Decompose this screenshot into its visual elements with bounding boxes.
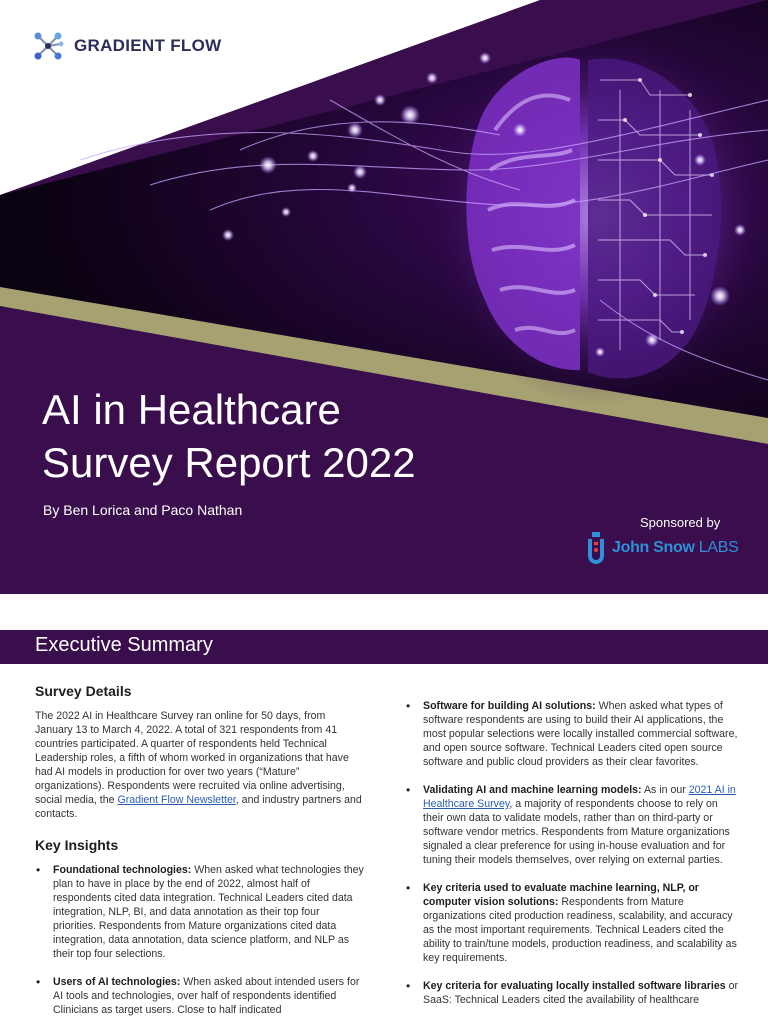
key-insights-list [35, 863, 365, 1017]
executive-summary-heading: Executive Summary [35, 634, 213, 656]
left-column [35, 683, 365, 1024]
right-column [405, 699, 740, 1021]
author-byline: By Ben Lorica and Paco Nathan [43, 502, 243, 518]
sponsor-name-light: LABS [694, 539, 739, 556]
sponsor-name-bold: John Snow [612, 539, 695, 556]
gradient-flow-logo-icon [30, 28, 66, 64]
insight-text: When asked what technologies they plan to have in place by the end of 2022, almost half of respondents cited data integration. Technical Leaders cited data integration, NLP, BI, and data annotation as their top four priorities. Respondents from Mature organizations cited data integration, data annotation, data science platform, and NLP as their top four selections. [53, 864, 364, 960]
sponsored-by-label: Sponsored by [640, 515, 721, 530]
ai-healthcare-survey-2021-link[interactable]: 2021 AI in Healthcare Survey [423, 784, 736, 810]
insight-label: Key criteria for evaluating locally installed software libraries [423, 980, 726, 992]
insights-list-continued [405, 699, 740, 1007]
executive-summary-banner [0, 630, 768, 664]
john-snow-labs-logo[interactable] [584, 530, 739, 566]
list-item [35, 863, 365, 961]
report-title [42, 383, 416, 489]
list-item [35, 975, 365, 1017]
survey-details-heading: Survey Details [35, 683, 132, 699]
insight-text: When asked about intended users for AI tools and technologies, over half of respondents identified Clinicians as target users. Close to half indicated [53, 976, 360, 1016]
list-item [405, 783, 740, 867]
gradient-flow-logo[interactable] [30, 28, 221, 64]
list-item [405, 699, 740, 769]
list-item [405, 979, 740, 1007]
insight-text-after-link: , a majority of respondents choose to rely on their own data to validate models, rather than on third-party or software vendor metrics. Respondents from Mature organizations signaled a clear preference for using in-house evaluation and for tuning their models themselves, over relying on external parties. [423, 798, 730, 866]
insight-text: When asked what types of software respondents are using to build their AI applications, the most popular selections were locally installed commercial software, and open source software. Technical Leaders cited open source software and public cloud providers as their clear favorites. [423, 700, 738, 768]
insight-label: Key criteria used to evaluate machine learning, NLP, or computer vision solutions: [423, 882, 699, 908]
sponsor-name [612, 539, 739, 557]
insight-label: Users of AI technologies: [53, 976, 181, 988]
gradient-flow-newsletter-link[interactable]: Gradient Flow Newsletter [117, 794, 236, 806]
report-title-line-2: Survey Report 2022 [42, 439, 416, 486]
john-snow-labs-logo-icon [584, 530, 608, 566]
brand-name: GRADIENT FLOW [74, 36, 222, 55]
survey-details-text-2: , and industry partners and contacts. [35, 794, 362, 820]
survey-details-text-1: The 2022 AI in Healthcare Survey ran online for 50 days, from January 13 to March 4, 2022. A total of 321 respondents from 41 countries participated. A quarter of respondents held Technical Leadership roles, a fifth of whom worked in organizations that have had AI models in production for over two years (“Mature” organizations). Respondents were recruited via online advertising, social media, the [35, 710, 349, 806]
insight-label: Foundational technologies: [53, 864, 192, 876]
insight-text: or SaaS: Technical Leaders cited the availability of healthcare [423, 980, 739, 1006]
survey-details-paragraph [35, 709, 365, 821]
insight-text: As in our [641, 784, 689, 796]
insight-text: Respondents from Mature organizations cited production readiness, scalability, and accuracy as the most important requirements. Technical Leaders cited the ability to train/tune models, production readiness, and scalability as key requirements. [423, 896, 737, 964]
insight-label: Validating AI and machine learning models: [423, 784, 642, 796]
insight-label: Software for building AI solutions: [423, 700, 596, 712]
key-insights-heading: Key Insights [35, 837, 119, 853]
list-item [405, 881, 740, 965]
report-title-line-1: AI in Healthcare [42, 386, 341, 433]
